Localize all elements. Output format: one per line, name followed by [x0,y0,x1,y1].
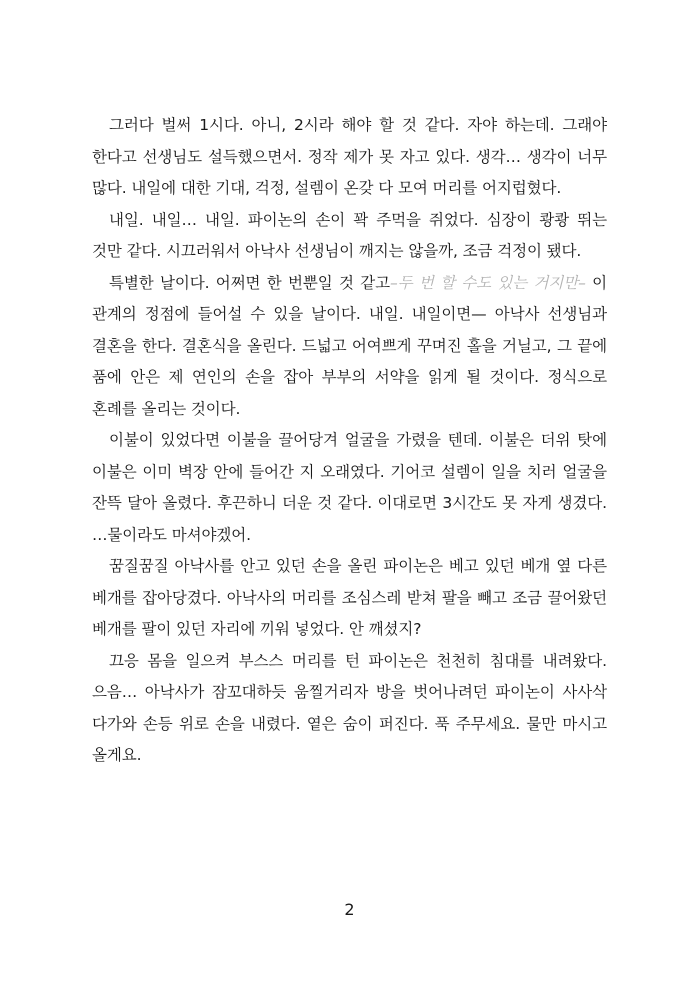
paragraph-text: 이 관계의 정점에 들어설 수 있을 날이다. 내일. 내일이면— 아낙사 선생님과 결혼을 한다. 결혼식을 올린다. 드넓고 어여쁘게 꾸며진 홀을 거닐고, 그 끝에 품에 안은 제 연인의 손을 잡아 부부의 서약을 읽게 될 것이다. 정식으로 혼례를 올리는 것이다. [92,273,608,418]
paragraph-text: 꿈질꿈질 아낙사를 안고 있던 손을 올린 파이논은 베고 있던 베개 옆 다른 베개를 잡아당겼다. 아낙사의 머리를 조심스레 받쳐 팔을 빼고 조금 끌어왔던 베개를 팔이 있던 자리에 끼워 넣었다. 안 깨셨지? [92,557,607,638]
paragraph-text: 이불이 있었다면 이불을 끌어당겨 얼굴을 가렸을 텐데. 이불은 더위 탓에 이불은 이미 벽장 안에 들어간 지 오래였다. 기어코 설렘이 일을 치러 얼굴을 잔뜩 달아 올렸다. 후끈하니 더운 것 같다. 이대로면 3시간도 못 자게 생겼다. …물이라도 마셔야겠어. [92,431,607,544]
paragraph-text: 내일. 내일… 내일. 파이논의 손이 꽉 주먹을 쥐었다. 심장이 쾅쾅 뛰는 것만 같다. 시끄러워서 아낙사 선생님이 깨지는 않을까, 조금 걱정이 됐다. [92,210,607,260]
body-text [92,110,607,772]
paragraph [92,425,607,551]
paragraph [92,110,607,205]
paragraph [92,205,607,268]
paragraph [92,646,607,772]
paragraph [92,268,607,426]
page-number: 2 [344,900,355,919]
aside-text: –두 번 할 수도 있는 거지만– [389,273,586,292]
paragraph [92,551,607,646]
paragraph-text: 끄응 몸을 일으켜 부스스 머리를 턴 파이논은 천천히 침대를 내려왔다. 으음… 아낙사가 잠꼬대하듯 움찔거리자 방을 벗어나려던 파이논이 사사삭 다가와 손등 위로 손을 내렸다. 옅은 숨이 퍼진다. 푹 주무세요. 물만 마시고 올게요. [92,651,607,764]
paragraph-text: 특별한 날이다. 어쩌면 한 번뿐일 것 같고 [109,273,390,292]
paragraph-text: 그러다 벌써 1시다. 아니, 2시라 해야 할 것 같다. 자야 하는데. 그래야 한다고 선생님도 설득했으면서. 정작 제가 못 자고 있다. 생각… 생각이 너무 많다. 내일에 대한 기대, 걱정, 설렘이 온갖 다 모여 머리를 어지럽혔다. [92,116,607,197]
